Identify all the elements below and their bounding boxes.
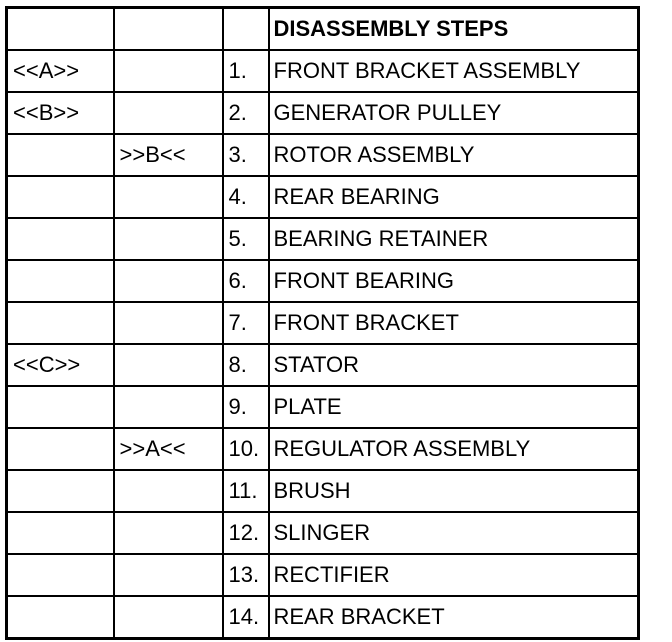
- step-number: 4.: [223, 176, 269, 218]
- reference-b-cell: [114, 218, 223, 260]
- step-number: 14.: [223, 596, 269, 639]
- step-description: FRONT BRACKET: [269, 302, 639, 344]
- reference-b-cell: >>A<<: [114, 428, 223, 470]
- step-number: 9.: [223, 386, 269, 428]
- step-number: 12.: [223, 512, 269, 554]
- step-number: 2.: [223, 92, 269, 134]
- table-row: [7, 260, 639, 302]
- disassembly-steps-table: [5, 6, 640, 640]
- reference-b-cell: [114, 344, 223, 386]
- step-description: BRUSH: [269, 470, 639, 512]
- reference-a-cell: [7, 470, 114, 512]
- reference-a-cell: [7, 554, 114, 596]
- step-description: REAR BRACKET: [269, 596, 639, 639]
- table-row: [7, 512, 639, 554]
- reference-b-cell: [114, 92, 223, 134]
- header-cell-num: [223, 8, 269, 51]
- reference-b-cell: [114, 554, 223, 596]
- reference-b-cell: [114, 386, 223, 428]
- table-row: [7, 386, 639, 428]
- reference-a-cell: [7, 218, 114, 260]
- step-description: STATOR: [269, 344, 639, 386]
- step-number: 7.: [223, 302, 269, 344]
- reference-a-cell: [7, 596, 114, 639]
- step-description: SLINGER: [269, 512, 639, 554]
- table-row: [7, 554, 639, 596]
- reference-b-cell: [114, 260, 223, 302]
- reference-a-cell: [7, 386, 114, 428]
- step-description: REAR BEARING: [269, 176, 639, 218]
- reference-b-cell: [114, 302, 223, 344]
- reference-a-cell: [7, 134, 114, 176]
- reference-a-cell: [7, 302, 114, 344]
- step-description: BEARING RETAINER: [269, 218, 639, 260]
- step-number: 5.: [223, 218, 269, 260]
- step-number: 3.: [223, 134, 269, 176]
- step-number: 6.: [223, 260, 269, 302]
- table-row: [7, 428, 639, 470]
- table-row: [7, 596, 639, 639]
- table-row: [7, 50, 639, 92]
- table-row: [7, 344, 639, 386]
- reference-a-cell: <<B>>: [7, 92, 114, 134]
- table-row: [7, 92, 639, 134]
- reference-a-cell: [7, 428, 114, 470]
- reference-b-cell: [114, 470, 223, 512]
- step-description: FRONT BEARING: [269, 260, 639, 302]
- table-body: [7, 8, 639, 639]
- table-row: [7, 470, 639, 512]
- reference-a-cell: [7, 512, 114, 554]
- step-description: FRONT BRACKET ASSEMBLY: [269, 50, 639, 92]
- table-row: [7, 302, 639, 344]
- step-description: REGULATOR ASSEMBLY: [269, 428, 639, 470]
- reference-b-cell: [114, 512, 223, 554]
- reference-b-cell: [114, 176, 223, 218]
- table-row: [7, 176, 639, 218]
- step-number: 1.: [223, 50, 269, 92]
- step-number: 13.: [223, 554, 269, 596]
- step-number: 10.: [223, 428, 269, 470]
- step-description: PLATE: [269, 386, 639, 428]
- table-row: [7, 218, 639, 260]
- step-description: GENERATOR PULLEY: [269, 92, 639, 134]
- reference-b-cell: >>B<<: [114, 134, 223, 176]
- reference-a-cell: <<A>>: [7, 50, 114, 92]
- header-cell-a: [7, 8, 114, 51]
- reference-a-cell: <<C>>: [7, 344, 114, 386]
- table-row: [7, 134, 639, 176]
- step-number: 8.: [223, 344, 269, 386]
- reference-a-cell: [7, 260, 114, 302]
- header-row: [7, 8, 639, 51]
- table-title: DISASSEMBLY STEPS: [269, 8, 639, 51]
- header-cell-b: [114, 8, 223, 51]
- reference-b-cell: [114, 596, 223, 639]
- reference-a-cell: [7, 176, 114, 218]
- reference-b-cell: [114, 50, 223, 92]
- step-description: ROTOR ASSEMBLY: [269, 134, 639, 176]
- step-number: 11.: [223, 470, 269, 512]
- step-description: RECTIFIER: [269, 554, 639, 596]
